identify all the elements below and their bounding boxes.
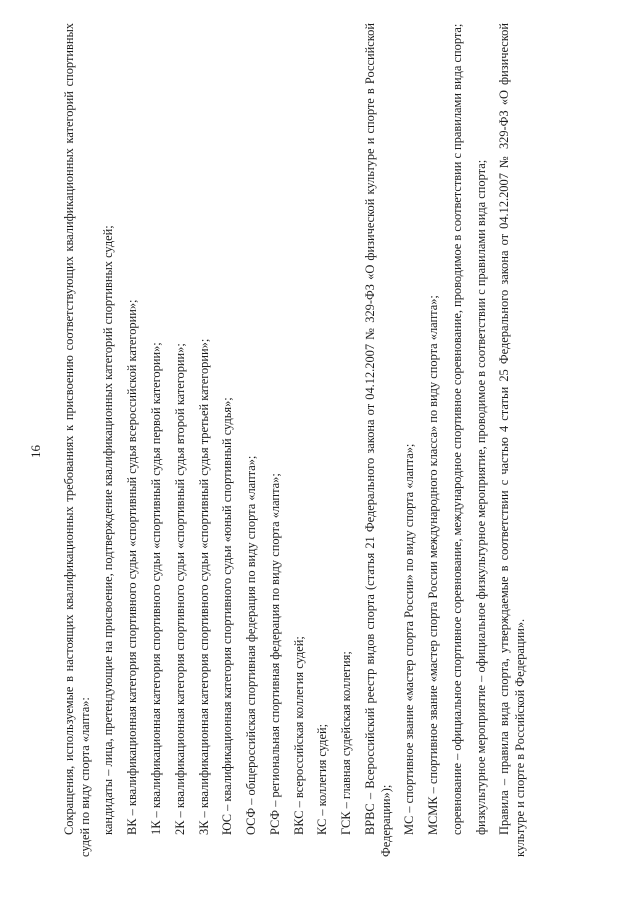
paragraph-msmk: МСМК – спортивное звание «мастер спорта России международного класса» по виду спорта «лапта»; (426, 295, 441, 835)
paragraph-gsk: ГСК – главная судейская коллегия; (339, 651, 354, 835)
paragraph-1k: 1К – квалификационная категория спортивного судьи «спортивный судья первой категории»; (148, 342, 163, 835)
paragraph-sport-event: физкультурное мероприятие – официальное физкультурное мероприятие, проводимое в соответствии с правилами вида спорта; (473, 159, 488, 835)
paragraph-ks: КС – коллегия судей; (315, 723, 330, 835)
paragraph-vks: ВКС – всероссийская коллегия судей; (291, 636, 306, 835)
document-body (62, 23, 537, 857)
paragraph-vk: ВК – квалификационная категория спортивного судьи «спортивный судья всероссийской категории»; (125, 299, 140, 835)
paragraph-2k: 2К – квалификационная категория спортивного судьи «спортивный судья второй категории»; (172, 343, 187, 835)
paragraph-candidates: кандидаты – лица, претендующие на присвоение, подтверждение квалификационных категорий спортивных судей; (101, 225, 116, 835)
paragraph-osf: ОСФ – общероссийская спортивная федерация по виду спорта «лапта»; (244, 455, 259, 835)
paragraph-rules: Правила – правила вида спорта, утверждаемые в соответствии с частью 4 статьи 25 Федерального закона от 04.12.2007 № 329-ФЗ «О физической культуре и спорте в Российской Федерации». (497, 23, 528, 857)
paragraph-3k: 3К – квалификационная категория спортивного судьи «спортивный судья третьей категории»; (196, 338, 211, 835)
paragraph-competition: соревнование – официальное спортивное соревнование, международное спортивное соревнование, проводимое в соответствии с правилами вида спорта; (449, 23, 464, 835)
paragraph-yus: ЮС – квалификационная категория спортивного судьи «юный спортивный судья»; (220, 397, 235, 835)
page-number: 16 (28, 445, 43, 458)
paragraph-intro: Сокращения, используемые в настоящих квалификационных требованиях к присвоению соответствующих квалификационных категорий спортивных судей по виду спорта «лапта»: (62, 23, 92, 857)
paragraph-ms: МС – спортивное звание «мастер спорта России» по виду спорта «лапта»; (402, 443, 417, 835)
paragraph-vrvs: ВРВС – Всероссийский реестр видов спорта (статья 21 Федерального закона от 04.12.2007 № 329-ФЗ «О физической культуре и спорте в Российской Федерации»); (362, 23, 393, 857)
paragraph-rsf: РСФ – региональная спортивная федерация по виду спорта «лапта»; (267, 473, 282, 835)
